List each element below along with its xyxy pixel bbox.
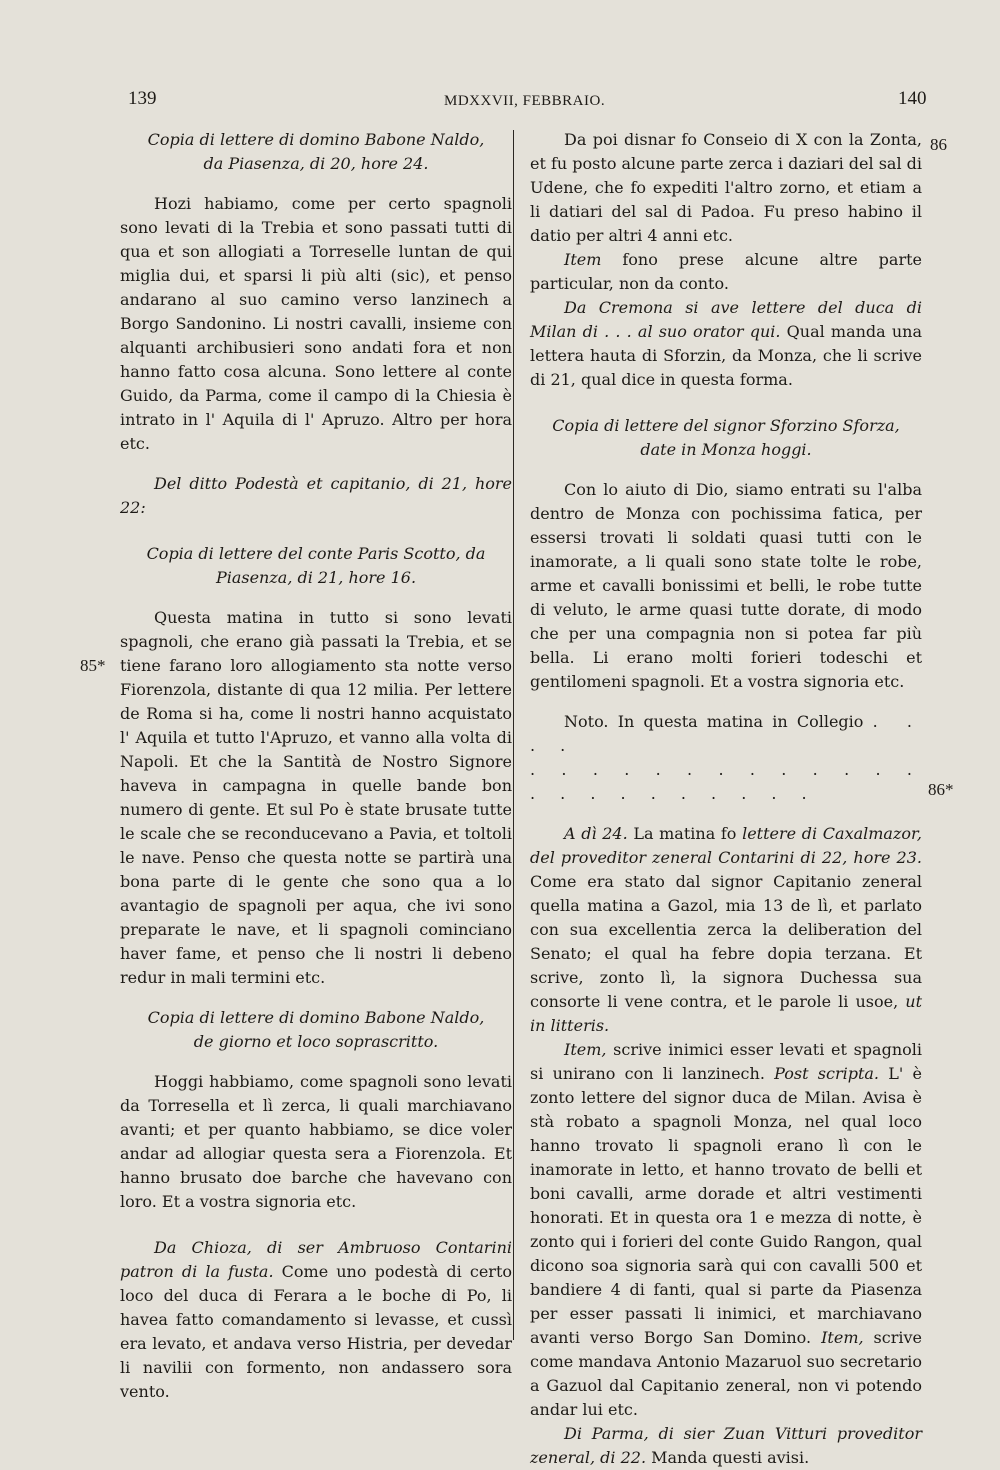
parma-text: Manda questi avisi. bbox=[646, 1448, 810, 1467]
page-number-right: 140 bbox=[898, 88, 927, 109]
heading-babone-naldo-1: Copia di lettere di domino Babone Naldo, da Piasenza, di 20, hore 24. bbox=[147, 130, 485, 173]
margin-note-86-star: 86* bbox=[928, 780, 954, 799]
date-label: A dì 24. bbox=[564, 824, 628, 843]
post-scripta: Post scripta. bbox=[774, 1064, 880, 1083]
parma-title: Di Parma, di sier Zuan Vitturi proveditor zeneral, di 22. bbox=[530, 1424, 922, 1467]
paragraph-conseio: Da poi disnar fo Conseio di X con la Zonta, et fu posto alcune parte zerca i daziari del sal di Udene, che fo expediti l'altro zorno, et etiam a li datiari del sal di Padoa. Fu preso habino il datio per altri 4 anni etc. bbox=[530, 130, 923, 245]
ellipsis-line: . . . . . . . . . . . . . . . . . . . . . . . bbox=[530, 760, 922, 803]
noto-dots: . . . . bbox=[530, 712, 922, 755]
ut-in-litteris: ut in litteris. bbox=[530, 992, 922, 1035]
item-label-3: Item, bbox=[821, 1328, 864, 1347]
heading-sforzino: Copia di lettere del signor Sforzino Sforza, date in Monza hoggi. bbox=[552, 416, 900, 459]
paragraph-questa-matina: Questa matina in tutto si sono levati spagnoli, che erano già passati la Trebia, et se tiene farano loro allogiamento sta notte verso Fiorenzola, distante di qua 12 milia. Per lettere de Roma si ha, come li nostri hanno acquistato l' Aquila et tutto l'Apruzo, et vanno alla volta di Napoli. Et che la Santità de Nostro Signore haveva in campagna in quelle bande bon numero di gente. Et sul Po è state brusate tutte le scale che se reconducevano a Pavia, et toltoli le nave. Penso che questa notte se partirà una bona parte di le gente che sono qua a lo avantagio de spagnoli per aqua, che ivi sono preparate le nave, et li spagnoli cominciano haver fame, et penso che li nostri li debeno redur in mali termini etc. bbox=[120, 608, 512, 987]
chioza-title: Da Chioza, di ser Ambruoso Contarini patron di la fusta. bbox=[120, 1238, 512, 1281]
paragraph-item-inimici bbox=[530, 1038, 922, 1422]
paragraph-monza: Con lo aiuto di Dio, siamo entrati su l'alba dentro de Monza con pochissima fatica, per essersi trovati li soldati quasi tutti con le inamorate, a li quali sono state tolte le robe, arme et cavalli bonissimi et belli, le robe tutte di veluto, le arme quasi tutte dorate, di modo che per una compagnia non si potea far più bella. Li erano molti forieri todeschi et gentilomeni spagnoli. Et a vostra signoria etc. bbox=[530, 480, 922, 691]
heading-babone-naldo-2: Copia di lettere di domino Babone Naldo, de giorno et loco soprascritto. bbox=[147, 1008, 485, 1051]
heading-podesta: Del ditto Podestà et capitanio, di 21, hore 22: bbox=[120, 474, 512, 517]
caxalmazor-title: lettere di Caxalmazor, del proveditor zeneral Contarini di 22, hore 23. bbox=[530, 824, 922, 867]
cremona-text: Qual manda una lettera hauta di Sforzin, da Monza, che li scrive di 21, qual dice in questa forma. bbox=[530, 322, 922, 389]
paragraph-noto bbox=[530, 710, 922, 758]
noto-text: Noto. In questa matina in Collegio bbox=[564, 712, 864, 731]
margin-note-85: 85* bbox=[80, 656, 106, 675]
inimici-text-3: scrive come mandava Antonio Mazaruol suo secretario a Gazuol dal Capitanio zeneral, non vi potendo andar lui etc. bbox=[530, 1328, 923, 1419]
column-divider bbox=[513, 130, 514, 1340]
a-di-24-text-1: La matina fo bbox=[627, 824, 743, 843]
dots-line bbox=[530, 758, 922, 806]
page-number-left: 139 bbox=[128, 88, 157, 109]
cremona-title: Da Cremona si ave lettere del duca di Milan di . . . al suo orator qui. bbox=[530, 298, 922, 341]
paragraph-chioza bbox=[120, 1236, 512, 1404]
paragraph-hoggi: Hoggi habbiamo, come spagnoli sono levati da Torresella et lì zerca, li quali marchiavano avanti; et per quanto habbiamo, se dice voler andar ad allogiar questa sera a Fiorenzola. Et hanno brusato doe barche che havevano con loro. Et a vostra signoria etc. bbox=[120, 1072, 512, 1211]
item-label-2: Item, bbox=[564, 1040, 607, 1059]
paragraph-parma bbox=[530, 1422, 922, 1470]
heading-paris-scotto: Copia di lettere del conte Paris Scotto, da Piasenza, di 21, hore 16. bbox=[146, 544, 486, 587]
margin-note-86: 86 bbox=[930, 135, 947, 154]
paragraph-cremona bbox=[530, 296, 922, 392]
left-column bbox=[120, 128, 512, 1404]
paragraph-hozi: Hozi habiamo, come per certo spagnoli sono levati di la Trebia et sono passati tutti di qua et son allogiati a Torreselle luntan de qui miglia dui, et sparsi li più alti (sic), et penso andarano al suo camino verso lanzinech a Borgo Sandonino. Li nostri cavalli, insieme con alquanti archibusieri sono andati fora et non hanno fatto cosa alcuna. Sono lettere al conte Guido, da Parma, come il campo di la Chiesia è intrato in l' Aquila di l' Apruzo. Altro per hora etc. bbox=[120, 194, 512, 453]
running-title: MDXXVII, FEBBRAIO. bbox=[444, 93, 606, 109]
paragraph-item-parte bbox=[530, 248, 922, 296]
item-text: fono prese alcune altre parte particular, non da conto. bbox=[530, 250, 922, 293]
inimici-text-1: scrive inimici esser levati et spagnoli si unirano con li lanzinech. bbox=[530, 1040, 922, 1083]
item-label: Item bbox=[564, 250, 602, 269]
inimici-text-2: L' è zonto lettere del signor duca de Milan. Avisa è stà robato a spagnoli Monza, nel qual loco hanno trovato li spagnoli erano lì con le inamorate in letto, et hanno trovato de belli et boni cavalli, arme dorade et altri vestimenti honorati. Et in questa ora 1 e mezza di notte, è zonto qui i forieri del conte Guido Rangon, qual dicono soa signoria sarà qui con cavalli 500 et bandiere 4 di fanti, qual si parte da Piasenza per esser passati li inimici, et marchiavano avanti verso Borgo San Domino. bbox=[530, 1064, 923, 1347]
chioza-text: Come uno podestà di certo loco del duca di Ferara a le boche di Po, li havea fatto comandamento si levasse, et cussì era levato, et andava verso Histria, per devedar li navilii con formento, non andassero sora vento. bbox=[120, 1262, 513, 1401]
right-column bbox=[530, 128, 922, 1470]
a-di-24-text-2: Come era stato dal signor Capitanio zeneral quella matina a Gazol, mia 13 de lì, et parlato con sua excellentia zerca la deliberation del Senato; el qual ha febre dopia terzana. Et scrive, zonto lì, la signora Duchessa sua consorte li vene contra, et le parole li usoe, bbox=[530, 872, 922, 1011]
paragraph-a-di-24 bbox=[530, 822, 922, 1038]
